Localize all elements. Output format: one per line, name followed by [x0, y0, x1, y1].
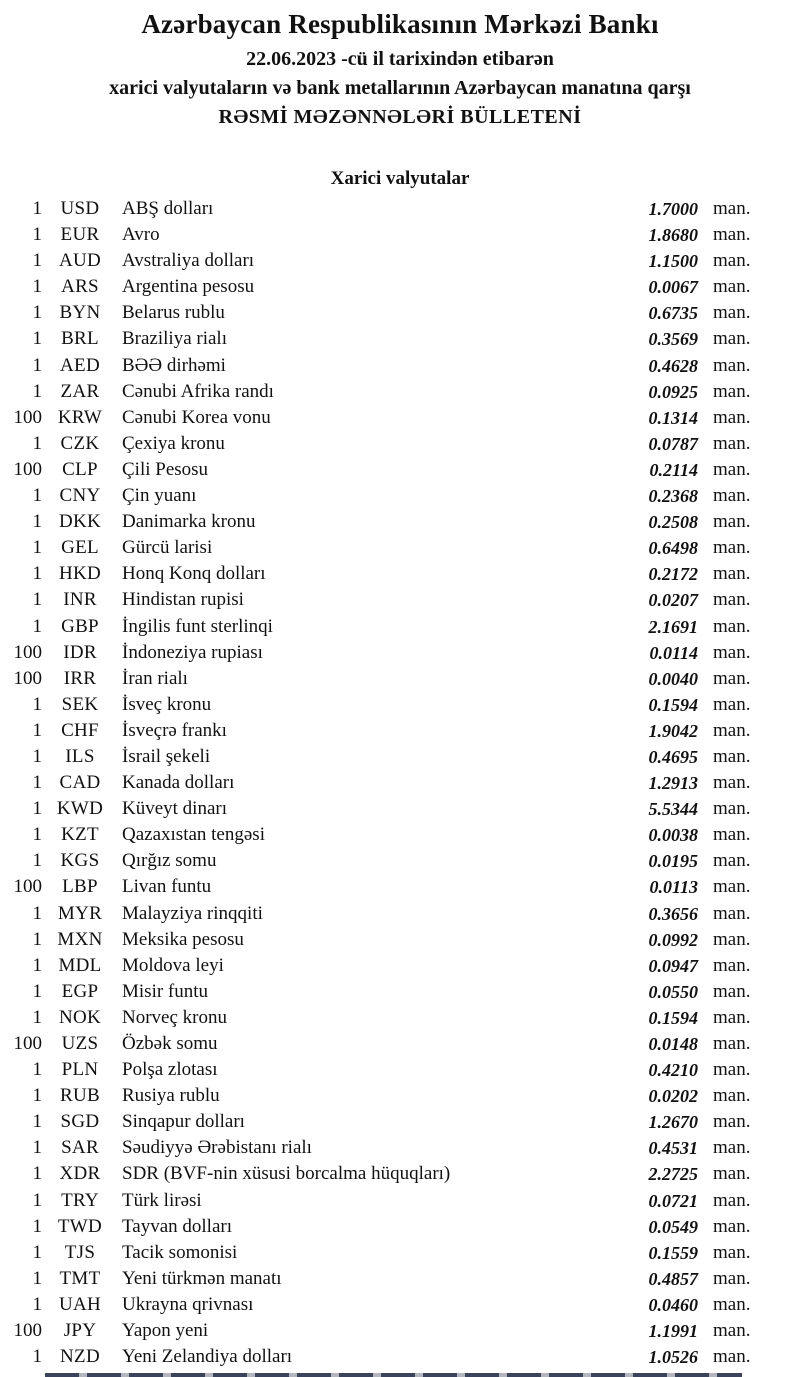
- currency-name-cell: Qırğız somu: [122, 850, 217, 872]
- rate-row: [0, 1292, 800, 1318]
- rate-row: [0, 822, 800, 848]
- rate-row: [0, 1344, 800, 1370]
- currency-name-cell: İsrail şekeli: [122, 745, 211, 767]
- currency-name-cell: Danimarka kronu: [122, 511, 256, 533]
- section-title: Xarici valyutalar: [330, 168, 470, 189]
- rate-value-cell: 0.0460: [648, 1294, 698, 1315]
- rate-value-cell: 1.8680: [648, 225, 698, 246]
- currency-code-cell: TRY: [61, 1189, 99, 1211]
- unit-cell: man.: [713, 1111, 751, 1133]
- currency-code-cell: GEL: [61, 537, 99, 559]
- currency-name-cell: Malayziya rinqqiti: [122, 902, 263, 924]
- rate-row: [0, 1188, 800, 1214]
- unit-cell: man.: [713, 693, 751, 715]
- rate-row: [0, 405, 800, 431]
- rate-row: [0, 901, 800, 927]
- unit-cell: man.: [713, 380, 751, 402]
- rate-value-cell: 2.2725: [648, 1164, 698, 1185]
- rate-value-cell: 0.4531: [648, 1138, 698, 1159]
- nominal-cell: 1: [32, 1267, 42, 1289]
- nominal-cell: 100: [13, 641, 42, 663]
- nominal-cell: 1: [32, 1137, 42, 1159]
- nominal-cell: 1: [32, 198, 42, 219]
- rate-row: [0, 1005, 800, 1031]
- nominal-cell: 1: [32, 1293, 42, 1315]
- currency-code-cell: KZT: [61, 824, 99, 846]
- currency-code-cell: LBP: [62, 876, 98, 898]
- currency-name-cell: İsveç kronu: [122, 693, 212, 715]
- currency-code-cell: KWD: [56, 798, 104, 820]
- nominal-cell: 100: [13, 1033, 42, 1054]
- rate-row: [0, 1266, 800, 1292]
- rate-value-cell: 0.2368: [648, 486, 698, 507]
- rate-value-cell: 1.9042: [648, 720, 698, 741]
- nominal-cell: 1: [32, 1241, 42, 1263]
- currency-name-cell: Tayvan dolları: [122, 1215, 232, 1237]
- nominal-cell: 1: [32, 432, 42, 454]
- currency-name-cell: İsveçrə frankı: [122, 719, 227, 741]
- unit-cell: man.: [713, 928, 751, 950]
- unit-cell: man.: [713, 250, 751, 272]
- nominal-cell: 1: [32, 511, 42, 533]
- nominal-cell: 1: [32, 954, 42, 976]
- unit-cell: man.: [713, 276, 751, 298]
- subject-line: xarici valyutaların və bank metallarının Azərbaycan manatına qarşı: [109, 77, 691, 99]
- currency-name-cell: Misir funtu: [122, 980, 209, 1002]
- currency-code-cell: NZD: [60, 1346, 100, 1368]
- rate-row: [0, 614, 800, 640]
- nominal-cell: 1: [32, 1059, 42, 1081]
- currency-code-cell: USD: [60, 198, 100, 219]
- unit-cell: man.: [713, 354, 751, 376]
- rate-value-cell: 0.0040: [648, 668, 698, 689]
- rate-value-cell: 0.0195: [648, 851, 698, 872]
- rate-value-cell: 0.4857: [648, 1268, 698, 1289]
- rate-row: [0, 196, 800, 222]
- rate-row: [0, 979, 800, 1005]
- unit-cell: man.: [713, 850, 751, 872]
- currency-name-cell: Kanada dolları: [122, 772, 235, 794]
- nominal-cell: 1: [32, 328, 42, 350]
- currency-name-cell: Avro: [122, 224, 160, 246]
- unit-cell: man.: [713, 824, 751, 846]
- currency-code-cell: ZAR: [60, 380, 100, 402]
- unit-cell: man.: [713, 954, 751, 976]
- unit-cell: man.: [713, 1320, 751, 1342]
- unit-cell: man.: [713, 719, 751, 741]
- nominal-cell: 1: [32, 1346, 42, 1368]
- rate-value-cell: 1.1500: [648, 251, 698, 272]
- currency-name-cell: Cənubi Afrika randı: [122, 380, 274, 402]
- currency-code-cell: ILS: [65, 745, 95, 767]
- nominal-cell: 1: [32, 824, 42, 846]
- currency-name-cell: Səudiyyə Ərəbistanı rialı: [122, 1137, 312, 1159]
- rate-row: [0, 353, 800, 379]
- rate-row: [0, 379, 800, 405]
- unit-cell: man.: [713, 798, 751, 820]
- rate-row: [0, 326, 800, 352]
- rate-row: [0, 796, 800, 822]
- unit-cell: man.: [713, 302, 751, 324]
- currency-code-cell: KRW: [57, 406, 103, 428]
- bulletin-title: RƏSMİ MƏZƏNNƏLƏRİ BÜLLETENİ: [218, 106, 582, 128]
- rate-value-cell: 0.0787: [648, 433, 698, 454]
- nominal-cell: 100: [13, 406, 42, 428]
- rate-row: [0, 431, 800, 457]
- nominal-cell: 1: [32, 250, 42, 272]
- rate-value-cell: 0.0925: [648, 381, 698, 402]
- unit-cell: man.: [713, 485, 751, 507]
- currency-code-cell: PLN: [61, 1059, 99, 1081]
- rate-row: [0, 1318, 800, 1344]
- unit-cell: man.: [713, 537, 751, 559]
- currency-code-cell: IRR: [63, 667, 97, 689]
- currency-code-cell: SGD: [60, 1111, 100, 1133]
- currency-name-cell: Sinqapur dolları: [122, 1111, 245, 1133]
- currency-name-cell: Tacik somonisi: [122, 1241, 238, 1263]
- rate-value-cell: 0.4210: [648, 1060, 698, 1081]
- rate-row: [0, 953, 800, 979]
- page-title: Azərbaycan Respublikasının Mərkəzi Bankı: [141, 9, 659, 39]
- unit-cell: man.: [713, 745, 751, 767]
- unit-cell: man.: [713, 1033, 751, 1054]
- currency-code-cell: ARS: [61, 276, 99, 298]
- unit-cell: man.: [713, 511, 751, 533]
- currency-code-cell: JPY: [63, 1320, 97, 1342]
- rate-row: [0, 666, 800, 692]
- currency-name-cell: Argentina pesosu: [122, 276, 255, 298]
- currency-name-cell: Özbək somu: [122, 1033, 218, 1054]
- currency-name-cell: Rusiya rublu: [122, 1085, 220, 1107]
- unit-cell: man.: [713, 667, 751, 689]
- unit-cell: man.: [713, 1085, 751, 1107]
- nominal-cell: 1: [32, 354, 42, 376]
- currency-code-cell: TJS: [64, 1241, 96, 1263]
- nominal-cell: 1: [32, 928, 42, 950]
- unit-cell: man.: [713, 198, 751, 219]
- currency-name-cell: Norveç kronu: [122, 1006, 227, 1028]
- rate-row: [0, 535, 800, 561]
- currency-name-cell: Hindistan rupisi: [122, 589, 244, 611]
- rate-value-cell: 0.4628: [648, 355, 698, 376]
- rate-row: [0, 1083, 800, 1109]
- rate-row: [0, 1031, 800, 1057]
- rate-row: [0, 1240, 800, 1266]
- rate-row: [0, 874, 800, 900]
- rates-table: [0, 196, 800, 1370]
- unit-cell: man.: [713, 406, 751, 428]
- currency-code-cell: UAH: [58, 1293, 102, 1315]
- rate-row: [0, 483, 800, 509]
- nominal-cell: 100: [13, 876, 42, 898]
- nominal-cell: 1: [32, 980, 42, 1002]
- currency-code-cell: EGP: [61, 980, 99, 1002]
- unit-cell: man.: [713, 224, 751, 246]
- rate-row: [0, 1135, 800, 1161]
- currency-name-cell: Cənubi Korea vonu: [122, 406, 271, 428]
- currency-code-cell: EUR: [60, 224, 100, 246]
- currency-code-cell: AUD: [58, 250, 102, 272]
- rate-value-cell: 0.2508: [648, 512, 698, 533]
- currency-name-cell: Gürcü larisi: [122, 537, 213, 559]
- currency-code-cell: SEK: [61, 693, 99, 715]
- nominal-cell: 1: [32, 902, 42, 924]
- unit-cell: man.: [713, 1163, 751, 1185]
- rate-value-cell: 0.0721: [648, 1190, 698, 1211]
- rate-row: [0, 1161, 800, 1187]
- currency-code-cell: AED: [60, 354, 100, 376]
- currency-code-cell: RUB: [60, 1085, 100, 1107]
- nominal-cell: 1: [32, 772, 42, 794]
- nominal-cell: 1: [32, 1111, 42, 1133]
- rate-row: [0, 274, 800, 300]
- rate-row: [0, 300, 800, 326]
- nominal-cell: 1: [32, 1163, 42, 1185]
- rate-value-cell: 1.2913: [648, 773, 698, 794]
- nominal-cell: 1: [32, 615, 42, 637]
- currency-name-cell: Avstraliya dolları: [122, 250, 255, 272]
- currency-code-cell: TMT: [59, 1267, 101, 1289]
- rate-value-cell: 0.3656: [648, 903, 698, 924]
- rate-value-cell: 0.3569: [648, 329, 698, 350]
- rate-value-cell: 0.1594: [648, 694, 698, 715]
- rate-row: [0, 248, 800, 274]
- nominal-cell: 1: [32, 798, 42, 820]
- nominal-cell: 1: [32, 745, 42, 767]
- currency-code-cell: GBP: [61, 615, 99, 637]
- rate-row: [0, 718, 800, 744]
- unit-cell: man.: [713, 980, 751, 1002]
- currency-name-cell: ABŞ dolları: [122, 198, 214, 219]
- currency-name-cell: Yapon yeni: [122, 1320, 209, 1342]
- currency-code-cell: NOK: [58, 1006, 102, 1028]
- currency-name-cell: Çili Pesosu: [122, 458, 209, 480]
- rate-value-cell: 0.0038: [648, 825, 698, 846]
- nominal-cell: 100: [13, 458, 42, 480]
- currency-code-cell: MXN: [57, 928, 103, 950]
- unit-cell: man.: [713, 772, 751, 794]
- currency-code-cell: CAD: [59, 772, 101, 794]
- currency-code-cell: XDR: [59, 1163, 101, 1185]
- currency-code-cell: SAR: [61, 1137, 99, 1159]
- currency-code-cell: CZK: [60, 432, 100, 454]
- rate-row: [0, 770, 800, 796]
- rate-row: [0, 587, 800, 613]
- unit-cell: man.: [713, 1241, 751, 1263]
- rate-value-cell: 0.0992: [648, 929, 698, 950]
- currency-name-cell: Yeni Zelandiya dolları: [122, 1346, 293, 1368]
- next-section-cutoff-strip: [45, 1373, 742, 1377]
- nominal-cell: 1: [32, 485, 42, 507]
- currency-code-cell: INR: [63, 589, 97, 611]
- unit-cell: man.: [713, 1059, 751, 1081]
- rate-value-cell: 5.5344: [648, 799, 698, 820]
- unit-cell: man.: [713, 1346, 751, 1368]
- rate-value-cell: 0.0067: [648, 277, 698, 298]
- currency-code-cell: BRL: [61, 328, 99, 350]
- unit-cell: man.: [713, 589, 751, 611]
- currency-name-cell: İndoneziya rupiası: [122, 641, 263, 663]
- currency-code-cell: MYR: [57, 902, 103, 924]
- rate-value-cell: 0.0113: [649, 877, 698, 898]
- currency-name-cell: Türk lirəsi: [122, 1189, 202, 1211]
- currency-code-cell: CLP: [62, 458, 98, 480]
- nominal-cell: 1: [32, 693, 42, 715]
- nominal-cell: 1: [32, 1006, 42, 1028]
- currency-code-cell: TWD: [57, 1215, 103, 1237]
- nominal-cell: 1: [32, 563, 42, 585]
- nominal-cell: 1: [32, 1085, 42, 1107]
- rate-value-cell: 1.7000: [648, 199, 698, 219]
- currency-code-cell: IDR: [63, 641, 97, 663]
- rate-value-cell: 2.1691: [648, 616, 698, 637]
- rate-value-cell: 0.6498: [648, 538, 698, 559]
- currency-code-cell: DKK: [58, 511, 102, 533]
- rate-row: [0, 927, 800, 953]
- document-header: [0, 0, 800, 129]
- rate-value-cell: 0.0550: [648, 981, 698, 1002]
- currency-name-cell: BƏƏ dirhəmi: [122, 354, 226, 376]
- unit-cell: man.: [713, 876, 751, 898]
- unit-cell: man.: [713, 432, 751, 454]
- unit-cell: man.: [713, 1006, 751, 1028]
- unit-cell: man.: [713, 458, 751, 480]
- rate-value-cell: 0.0148: [648, 1034, 698, 1054]
- currency-code-cell: CHF: [61, 719, 99, 741]
- rate-row: [0, 222, 800, 248]
- nominal-cell: 1: [32, 1215, 42, 1237]
- rate-value-cell: 0.0114: [649, 642, 698, 663]
- currency-code-cell: BYN: [59, 302, 101, 324]
- rate-value-cell: 1.0526: [648, 1347, 698, 1368]
- rate-value-cell: 0.1559: [648, 1242, 698, 1263]
- rate-value-cell: 0.2114: [649, 459, 698, 480]
- rate-value-cell: 0.1314: [648, 407, 698, 428]
- nominal-cell: 100: [13, 667, 42, 689]
- rate-value-cell: 0.6735: [648, 303, 698, 324]
- rate-value-cell: 0.4695: [648, 746, 698, 767]
- currency-name-cell: Livan funtu: [122, 876, 212, 898]
- rate-row: [0, 1057, 800, 1083]
- nominal-cell: 1: [32, 589, 42, 611]
- rate-row: [0, 692, 800, 718]
- currency-code-cell: UZS: [61, 1033, 99, 1054]
- rate-row: [0, 848, 800, 874]
- effective-date-line: 22.06.2023 -cü il tarixindən etibarən: [246, 48, 554, 70]
- unit-cell: man.: [713, 1215, 751, 1237]
- rate-value-cell: 0.0202: [648, 1086, 698, 1107]
- currency-code-cell: MDL: [58, 954, 102, 976]
- nominal-cell: 1: [32, 224, 42, 246]
- rate-value-cell: 0.0207: [648, 590, 698, 611]
- unit-cell: man.: [713, 641, 751, 663]
- currency-name-cell: SDR (BVF-nin xüsusi borcalma hüquqları): [122, 1163, 451, 1185]
- unit-cell: man.: [713, 1137, 751, 1159]
- rate-row: [0, 561, 800, 587]
- currency-name-cell: Belarus rublu: [122, 302, 225, 324]
- currency-name-cell: Moldova leyi: [122, 954, 224, 976]
- nominal-cell: 1: [32, 537, 42, 559]
- nominal-cell: 100: [13, 1320, 42, 1342]
- rate-value-cell: 1.1991: [648, 1321, 698, 1342]
- unit-cell: man.: [713, 1293, 751, 1315]
- currency-name-cell: Ukrayna qrivnası: [122, 1293, 254, 1315]
- rate-value-cell: 0.0549: [648, 1216, 698, 1237]
- rate-value-cell: 1.2670: [648, 1112, 698, 1133]
- currency-name-cell: Qazaxıstan tengəsi: [122, 824, 265, 846]
- currency-name-cell: Polşa zlotası: [122, 1059, 218, 1081]
- currency-name-cell: Yeni türkmən manatı: [122, 1267, 282, 1289]
- nominal-cell: 1: [32, 276, 42, 298]
- currency-name-cell: İngilis funt sterlinqi: [122, 615, 273, 637]
- nominal-cell: 1: [32, 850, 42, 872]
- rate-value-cell: 0.0947: [648, 955, 698, 976]
- rate-row: [0, 1214, 800, 1240]
- rate-row: [0, 509, 800, 535]
- currency-name-cell: Çexiya kronu: [122, 432, 225, 454]
- currency-name-cell: Çin yuanı: [122, 485, 197, 507]
- rate-value-cell: 0.1594: [648, 1007, 698, 1028]
- rate-row: [0, 1109, 800, 1135]
- rate-value-cell: 0.2172: [648, 564, 698, 585]
- nominal-cell: 1: [32, 302, 42, 324]
- unit-cell: man.: [713, 902, 751, 924]
- unit-cell: man.: [713, 1267, 751, 1289]
- rate-row: [0, 457, 800, 483]
- currency-code-cell: KGS: [60, 850, 100, 872]
- currency-name-cell: Küveyt dinarı: [122, 798, 228, 820]
- unit-cell: man.: [713, 615, 751, 637]
- currency-name-cell: Meksika pesosu: [122, 928, 244, 950]
- nominal-cell: 1: [32, 1189, 42, 1211]
- unit-cell: man.: [713, 563, 751, 585]
- rate-row: [0, 640, 800, 666]
- unit-cell: man.: [713, 328, 751, 350]
- nominal-cell: 1: [32, 380, 42, 402]
- currency-name-cell: Braziliya rialı: [122, 328, 227, 350]
- rate-row: [0, 744, 800, 770]
- currency-code-cell: CNY: [59, 485, 101, 507]
- currency-name-cell: İran rialı: [122, 667, 188, 689]
- nominal-cell: 1: [32, 719, 42, 741]
- currency-name-cell: Honq Konq dolları: [122, 563, 266, 585]
- unit-cell: man.: [713, 1189, 751, 1211]
- currency-code-cell: HKD: [58, 563, 102, 585]
